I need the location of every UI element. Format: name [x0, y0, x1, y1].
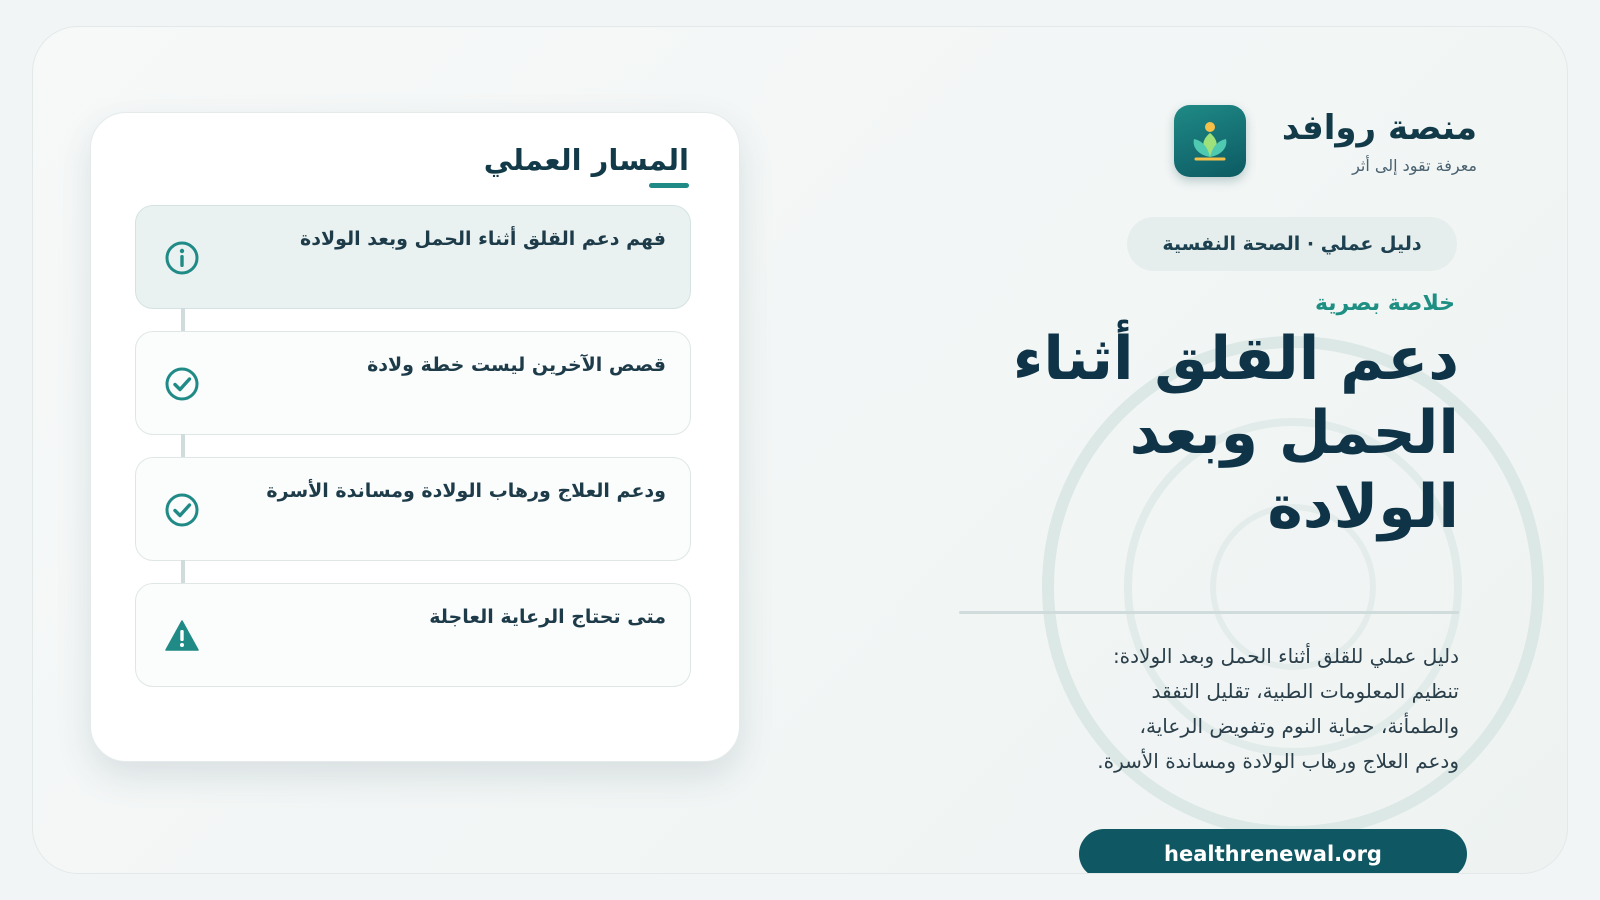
steps-list: [135, 205, 691, 709]
info-icon: [164, 240, 200, 276]
check-circle-icon: [164, 366, 200, 402]
kicker-label: خلاصة بصرية: [1314, 291, 1455, 316]
summary-line: دليل عملي للقلق أثناء الحمل وبعد الولادة:: [1112, 644, 1459, 668]
summary-line: تنظيم المعلومات الطبية، تقليل التفقد: [1151, 679, 1459, 703]
step-label: متى تحتاج الرعاية العاجلة: [429, 606, 666, 628]
category-pill: دليل عملي · الصحة النفسية: [1127, 217, 1457, 271]
brand-name: منصة روافد: [1281, 107, 1477, 148]
warning-icon: [164, 618, 200, 654]
page-headline: [899, 322, 1459, 544]
headline-line: الحمل وبعد: [1129, 398, 1459, 468]
step-item[interactable]: [135, 583, 691, 687]
headline-line: دعم القلق أثناء: [1012, 324, 1459, 394]
summary-text: [1029, 639, 1459, 779]
check-circle-icon: [164, 492, 200, 528]
step-item[interactable]: [135, 331, 691, 435]
website-button[interactable]: healthrenewal.org: [1079, 829, 1467, 874]
brand: [1174, 105, 1477, 177]
brand-tagline: معرفة تقود إلى أثر: [1352, 155, 1477, 175]
summary-line: والطمأنة، حماية النوم وتفويض الرعاية،: [1139, 714, 1459, 738]
step-item[interactable]: [135, 205, 691, 309]
divider: [959, 611, 1459, 614]
step-item[interactable]: [135, 457, 691, 561]
step-label: ودعم العلاج ورهاب الولادة ومساندة الأسرة: [266, 480, 666, 502]
practical-path-card: [90, 112, 740, 762]
step-label: قصص الآخرين ليست خطة ولادة: [367, 354, 666, 376]
brand-logo-icon: [1174, 105, 1246, 177]
headline-line: الولادة: [1267, 472, 1459, 542]
summary-line: ودعم العلاج ورهاب الولادة ومساندة الأسرة.: [1097, 749, 1459, 773]
step-label: فهم دعم القلق أثناء الحمل وبعد الولادة: [299, 228, 666, 250]
card-title: المسار العملي: [483, 143, 689, 177]
card-title-underline: [649, 183, 689, 188]
